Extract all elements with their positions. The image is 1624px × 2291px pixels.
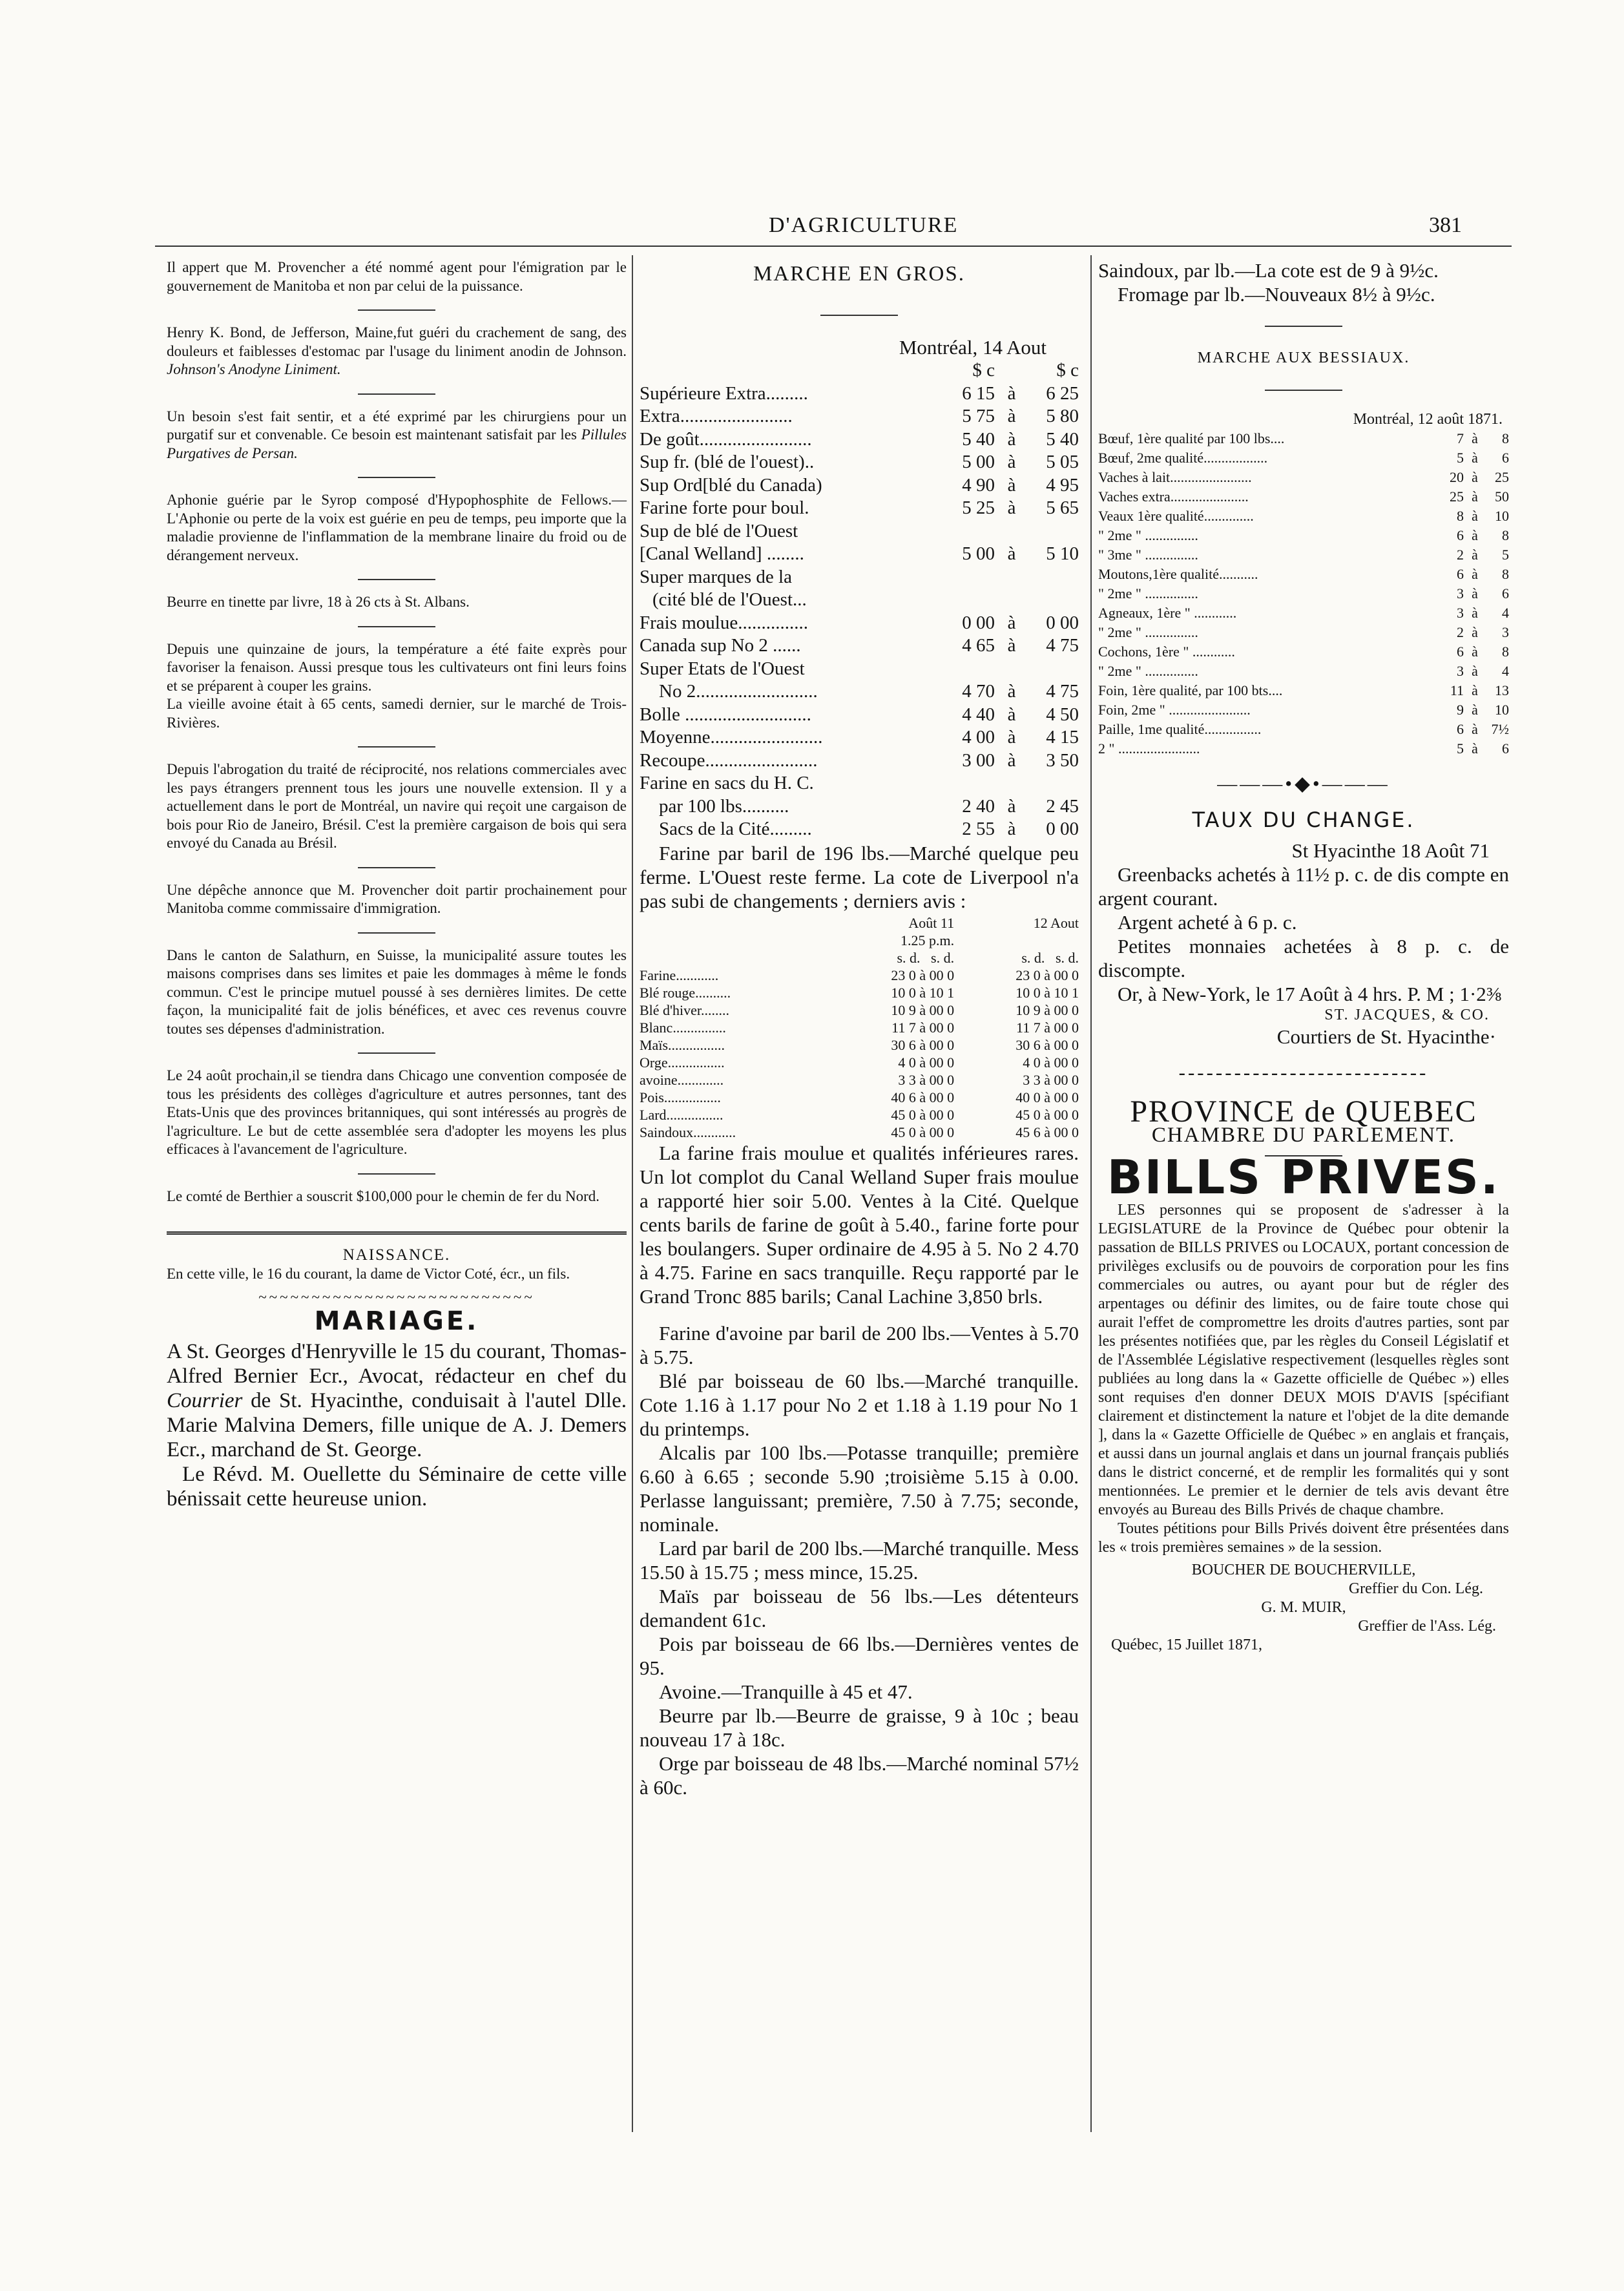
chamber-title: CHAMBRE DU PARLEMENT. <box>1151 1124 1456 1147</box>
market-paragraph: Alcalis par 100 lbs.—Potasse tranquille; première 6.60 à 6.65 ; seconde 5.90 ;troisième 5.15 à 0.00. Perlasse languissant; première, 7.50 à 7.75; seconde, nominale. <box>640 1441 1079 1536</box>
table-header-row: $ c $ c <box>972 360 1079 381</box>
column-divider-2 <box>1090 255 1092 2132</box>
liverpool-header: Août 11 12 Aout <box>908 914 1079 931</box>
province-title: PROVINCE de QUEBEC <box>1130 1094 1477 1129</box>
column-left <box>167 258 627 1511</box>
separator <box>358 1173 435 1175</box>
naissance-title: NAISSANCE. <box>342 1246 451 1264</box>
table-row: Vaches extra...................... 25 à 50 <box>1098 488 1509 505</box>
table-row: Bœuf, 2me qualité.................. 5 à 6 <box>1098 450 1509 466</box>
news-item: Aphonie guérie par le Syrop composé d'Hypophosphite de Fellows.—L'Aphonie ou perte de la voix est guérie en peu de temps, peu importe que la maladie provienne de l'inflammation de la membrane linaire du froid ou de dérangement nerveux. <box>167 492 627 563</box>
page-number: 381 <box>1429 213 1462 237</box>
taux-signature-2: Courtiers de St. Hyacinthe· <box>1276 1025 1496 1048</box>
running-header: D'AGRICULTURE <box>769 213 959 237</box>
separator <box>820 315 898 316</box>
market-paragraph: Orge par boisseau de 48 lbs.—Marché nominal 57½ à 60c. <box>640 1752 1079 1799</box>
table-row: " 2me " ............... 2 à 3 <box>1098 624 1509 640</box>
table-row: Saindoux............ 45 0 à 00 0 45 6 à 00 0 <box>640 1124 1079 1140</box>
signature-1: BOUCHER DE BOUCHERVILLE, <box>1191 1562 1416 1578</box>
taux-line: Argent acheté à 6 p. c. <box>1118 911 1297 934</box>
table-row: Foin, 2me " ....................... 9 à 10 <box>1098 702 1509 718</box>
market-dateline: Montréal, 14 Aout <box>899 336 1046 359</box>
table-row: Farine forte pour boul. 5 25 à 5 65 <box>640 497 1079 518</box>
table-row: Foin, 1ère qualité, par 100 bts.... 11 à 13 <box>1098 682 1509 698</box>
signature-2: G. M. MUIR, <box>1261 1599 1346 1616</box>
table-row: Extra........................ 5 75 à 5 80 <box>640 406 1079 426</box>
market-paragraph: Avoine.—Tranquille à 45 et 47. <box>659 1680 913 1703</box>
table-row: Blé d'hiver........ 10 9 à 00 0 10 9 à 00 0 <box>640 1001 1079 1018</box>
table-row: (cité blé de l'Ouest... <box>652 589 807 610</box>
news-item: Depuis l'abrogation du traité de réciprocité, nos relations commerciales avec les pays étrangers prennent tous les jours une nouvelle extension. Il y a actuellement dans le port de Montréal, un navire qui reçoit une cargaison de bois pour Rio de Janeiro, Brésil. C'est la première cargaison de bois qui sera envoyé du Canada au Brésil. <box>167 761 627 851</box>
fromage-text: Fromage par lb.—Nouveaux 8½ à 9½c. <box>1118 283 1435 306</box>
market-title: MARCHE EN GROS. <box>753 262 965 286</box>
market-paragraph: La farine frais moulue et qualités inférieures rares. Un lot complot du Canal Welland Super frais moulue a rapporté hier soir 5.00. Ventes à la Cité. Quelque cents barils de farine de goût à 5.40., farine forte pour les boulangers. Super ordinaire de 4.95 à 5. No 2 4.70 à 4.75. Farine en sacs tranquille. Reçu rapporté par le Grand Tronc 885 barils; Canal Lachine 3,850 brls. <box>640 1141 1079 1308</box>
news-item: La vieille avoine était à 65 cents, samedi dernier, sur le marché de Trois-Rivières. <box>167 696 627 731</box>
table-row: Moutons,1ère qualité........... 6 à 8 <box>1098 566 1509 582</box>
market-paragraph: Blé par boisseau de 60 lbs.—Marché tranquille. Cote 1.16 à 1.17 pour No 2 et 1.18 à 1.19 pour No 1 du printemps. <box>640 1369 1079 1440</box>
table-row: De goût........................ 5 40 à 5 40 <box>640 428 1079 450</box>
bills-title: BILLS PRIVES. <box>1107 1150 1501 1204</box>
news-item: Henry K. Bond, de Jefferson, Maine,fut guéri du crachement de sang, des douleurs et faiblesses d'estomac par l'usage du liniment anodin de Johnson. Johnson's Anodyne Liniment. <box>167 324 627 377</box>
cattle-price-table <box>1098 429 1509 758</box>
saindoux-text: Saindoux, par lb.—La cote est de 9 à 9½c. <box>1098 259 1439 282</box>
liverpool-units: s. d. s. d. s. d. s. d. <box>897 949 1079 966</box>
separator <box>358 477 435 478</box>
market-paragraph: Lard par baril de 200 lbs.—Marché tranquille. Mess 15.50 à 15.75 ; mess mince, 15.25. <box>640 1536 1079 1584</box>
table-row: Maïs................ 30 6 à 00 0 30 6 à 00 0 <box>640 1036 1079 1053</box>
taux-line: Or, à New-York, le 17 Août à 4 hrs. P. M ; 1·2⅜ <box>1118 983 1502 1005</box>
table-row: " 2me " ............... 3 à 4 <box>1098 663 1509 679</box>
separator <box>1265 390 1342 391</box>
news-item: Dans le canton de Salathurn, en Suisse, la municipalité assure toutes les maisons comprises dans ses limites et paie les dommages à même le fonds commun. C'est le principe mutuel poussé à ses dernières limites. De cette façon, la municipalité fait de jolis bénéfices, et avec ces revenus couvre toutes ses dépenses d'administration. <box>167 947 627 1037</box>
table-row: Farine en sacs du H. C. <box>640 773 814 793</box>
mariage-text-2: Le Révd. M. Ouellette du Séminaire de cette ville bénissait cette heureuse union. <box>167 1463 627 1511</box>
market-paragraph: Beurre par lb.—Beurre de graisse, 9 à 10c ; beau nouveau 17 à 18c. <box>640 1704 1079 1751</box>
table-row: Vaches à lait....................... 20 à 25 <box>1098 469 1509 485</box>
table-row: Super Etats de l'Ouest <box>640 658 805 679</box>
news-item: Beurre en tinette par livre, 18 à 26 cts à St. Albans. <box>167 594 470 610</box>
table-row: par 100 lbs.......... 2 40 à 2 45 <box>659 795 1079 817</box>
table-row: Paille, 1me qualité................ 6 à 7½ <box>1098 721 1509 737</box>
news-item: Le comté de Berthier a souscrit $100,000 pour le chemin de fer du Nord. <box>167 1187 599 1204</box>
liverpool-table <box>640 914 1079 1141</box>
market-paragraph: Farine d'avoine par baril de 200 lbs.—Ventes à 5.70 à 5.75. <box>640 1321 1079 1368</box>
separator <box>358 932 435 934</box>
news-item: Depuis une quinzaine de jours, la température a été faite exprès pour favoriser la fenaison. Aussi presque tous les cultivateurs ont fini leurs foins et se préparent à couper les grains. <box>167 640 627 694</box>
bessiaux-date: Montréal, 12 août 1871. <box>1353 411 1503 428</box>
bills-notice: LES personnes qui se proposent de s'adresser à la LEGISLATURE de la Province de Québec pour obtenir la passation de BILLS PRIVES ou LOCAUX, portant concession de privilèges exclusifs ou de pouvoirs de corporation pour les fins commerciales ou autres, ou ayant pour but de régler des arpentages ou définir des limites, ou de faire toute chose qui aurait l'effet de compromettre les droits d'autres parties, sont par les présentes notifiées que, par les règles du Conseil Législatif et de l'Assemblée Législative respectivement (lesquelles règles sont publiées au long dans la « Gazette officielle de Québec ») elles sont requises d'en donner DEUX MOIS D'AVIS [spécifiant clairement et distinctement la nature et l'objet de la dite demande ], dans la « Gazette Officielle de Québec » en anglais et français, et aussi dans un journal anglais et dans un journal français publiés dans le district concerné, et de remplir les formalités qui y sont mentionnées. Le premier et le dernier de tels avis devant être envoyés au Bureau des Bills Privés de chaque chambre. <box>1098 1202 1509 1518</box>
table-row: Supérieure Extra......... 6 15 à 6 25 <box>640 382 1079 404</box>
table-row: Bœuf, 1ère qualité par 100 lbs.... 7 à 8 <box>1098 430 1509 446</box>
table-row: Sup de blé de l'Ouest <box>640 520 798 541</box>
taux-line: Petites monnaies achetées à 8 p. c. de discompte. <box>1098 935 1509 981</box>
table-row: avoine............. 3 3 à 00 0 3 3 à 00 0 <box>640 1071 1079 1088</box>
flour-price-table <box>640 359 1079 841</box>
ornament-rule: ~~~~~~~~~~~~~~~~~~~~~~~~~~ <box>258 1289 535 1305</box>
table-row: Sup Ord[blé du Canada) 4 90 à 4 95 <box>640 474 1079 496</box>
news-item: Une dépêche annonce que M. Provencher doit partir prochainement pour Manitoba comme commissaire d'immigration. <box>167 881 627 916</box>
table-row: No 2.......................... 4 70 à 4 75 <box>659 681 1079 702</box>
bessiaux-title: MARCHE AUX BESSIAUX. <box>1197 350 1410 366</box>
table-row: Sacs de la Cité......... 2 55 à 0 00 <box>659 819 1079 839</box>
table-row: Pois................ 40 6 à 00 0 40 0 à 00 0 <box>640 1089 1079 1105</box>
column-middle <box>640 258 1079 1799</box>
table-row: 2 " ....................... 5 à 6 <box>1098 740 1509 757</box>
mariage-title: MARIAGE. <box>314 1306 479 1336</box>
table-row: " 3me " ............... 2 à 5 <box>1098 547 1509 563</box>
taux-signature: ST. JACQUES, & CO. <box>1324 1007 1490 1023</box>
news-item: Un besoin s'est fait sentir, et a été exprimé par les chirurgiens pour un purgatif sur et convenable. Ce besoin est maintenant satisfait par les Pillules Purgatives de Persan. <box>167 408 627 461</box>
ornament-rule: --------------------------- <box>1178 1061 1429 1083</box>
table-row: Lard................ 45 0 à 00 0 45 0 à 00 0 <box>640 1106 1079 1123</box>
table-row: Veaux 1ère qualité.............. 8 à 10 <box>1098 508 1509 524</box>
market-paragraph: Farine par baril de 196 lbs.—Marché quelque peu ferme. L'Ouest reste ferme. La cote de Liverpool n'a pas subi de changements ; derniers avis : <box>640 841 1079 912</box>
separator <box>358 393 435 395</box>
separator <box>1265 326 1342 327</box>
table-row: Blé rouge.......... 10 0 à 10 1 10 0 à 10 1 <box>640 984 1079 1001</box>
taux-date: St Hyacinthe 18 Août 71 <box>1291 839 1490 862</box>
double-rule <box>167 1231 627 1235</box>
header-rule <box>155 246 1512 247</box>
table-row: Agneaux, 1ère " ............ 3 à 4 <box>1098 605 1509 621</box>
bills-notice-2: Toutes pétitions pour Bills Privés doivent être présentées dans les « trois premières semaines » de la session. <box>1098 1520 1509 1556</box>
signature-2-title: Greffier de l'Ass. Lég. <box>1358 1618 1496 1635</box>
news-item: Le 24 août prochain,il se tiendra dans Chicago une convention composée de tous les présidents des collèges d'agriculture et autres personnes, tant des Etats-Unis que des provinces britanniques, qui sont intéressés au progrès de l'agriculture. Le but de cette assemblée sera d'adopter les moyens les plus efficaces à l'avancement de l'agriculture. <box>167 1067 627 1157</box>
table-row: Moyenne........................ 4 00 à 4 15 <box>640 727 1079 748</box>
signature-1-title: Greffier du Con. Lég. <box>1348 1580 1483 1597</box>
column-divider-1 <box>632 255 633 2132</box>
taux-title: TAUX DU CHANGE. <box>1192 808 1415 832</box>
market-paragraph: Pois par boisseau de 66 lbs.—Dernières ventes de 95. <box>640 1632 1079 1679</box>
separator <box>358 626 435 627</box>
table-row: Orge................ 4 0 à 00 0 4 0 à 00 0 <box>640 1054 1079 1071</box>
table-row: Frais moulue............... 0 00 à 0 00 <box>640 612 1079 633</box>
table-row: " 2me " ............... 6 à 8 <box>1098 527 1509 543</box>
table-row: Super marques de la <box>640 566 792 587</box>
naissance-text: En cette ville, le 16 du courant, la dame de Victor Coté, écr., un fils. <box>167 1265 570 1282</box>
table-row: [Canal Welland] ........ 5 00 à 5 10 <box>640 543 1079 564</box>
column-right <box>1098 258 1509 1655</box>
table-row: " 2me " ............... 3 à 6 <box>1098 585 1509 602</box>
separator <box>358 746 435 748</box>
table-row: Bolle ........................... 4 40 à 4 50 <box>640 704 1079 725</box>
market-paragraph: Maïs par boisseau de 56 lbs.—Les détenteurs demandent 61c. <box>640 1584 1079 1631</box>
table-row: Blanc............... 11 7 à 00 0 11 7 à 00 0 <box>640 1019 1079 1036</box>
liverpool-header: 1.25 p.m. <box>900 932 955 948</box>
taux-line: Greenbacks achetés à 11½ p. c. de dis compte en argent courant. <box>1098 863 1509 910</box>
table-row: Recoupe........................ 3 00 à 3 50 <box>640 749 1079 771</box>
mariage-text: A St. Georges d'Henryville le 15 du courant, Thomas-Alfred Bernier Ecr., Avocat, rédacteur en chef du Courrier de St. Hyacinthe, conduisait à l'autel Dlle. Marie Malvina Demers, fille unique de A. J. Demers Ecr., marchand de St. George. <box>167 1340 627 1461</box>
separator <box>358 867 435 868</box>
table-row: Cochons, 1ère " ............ 6 à 8 <box>1098 643 1509 660</box>
table-row: Sup fr. (blé de l'ouest).. 5 00 à 5 05 <box>640 452 1079 472</box>
table-row: Farine............ 23 0 à 00 0 23 0 à 00 0 <box>640 967 1079 983</box>
news-item: Il appert que M. Provencher a été nommé agent pour l'émigration par le gouvernement de Manitoba et non par celui de la puissance. <box>167 259 627 294</box>
separator <box>358 309 435 311</box>
table-row: Canada sup No 2 ...... 4 65 à 4 75 <box>640 635 1079 656</box>
ornament-rule: ———•◆•——— <box>1217 772 1390 795</box>
notice-date: Québec, 15 Juillet 1871, <box>1111 1637 1262 1653</box>
separator <box>358 579 435 580</box>
separator <box>358 1052 435 1054</box>
